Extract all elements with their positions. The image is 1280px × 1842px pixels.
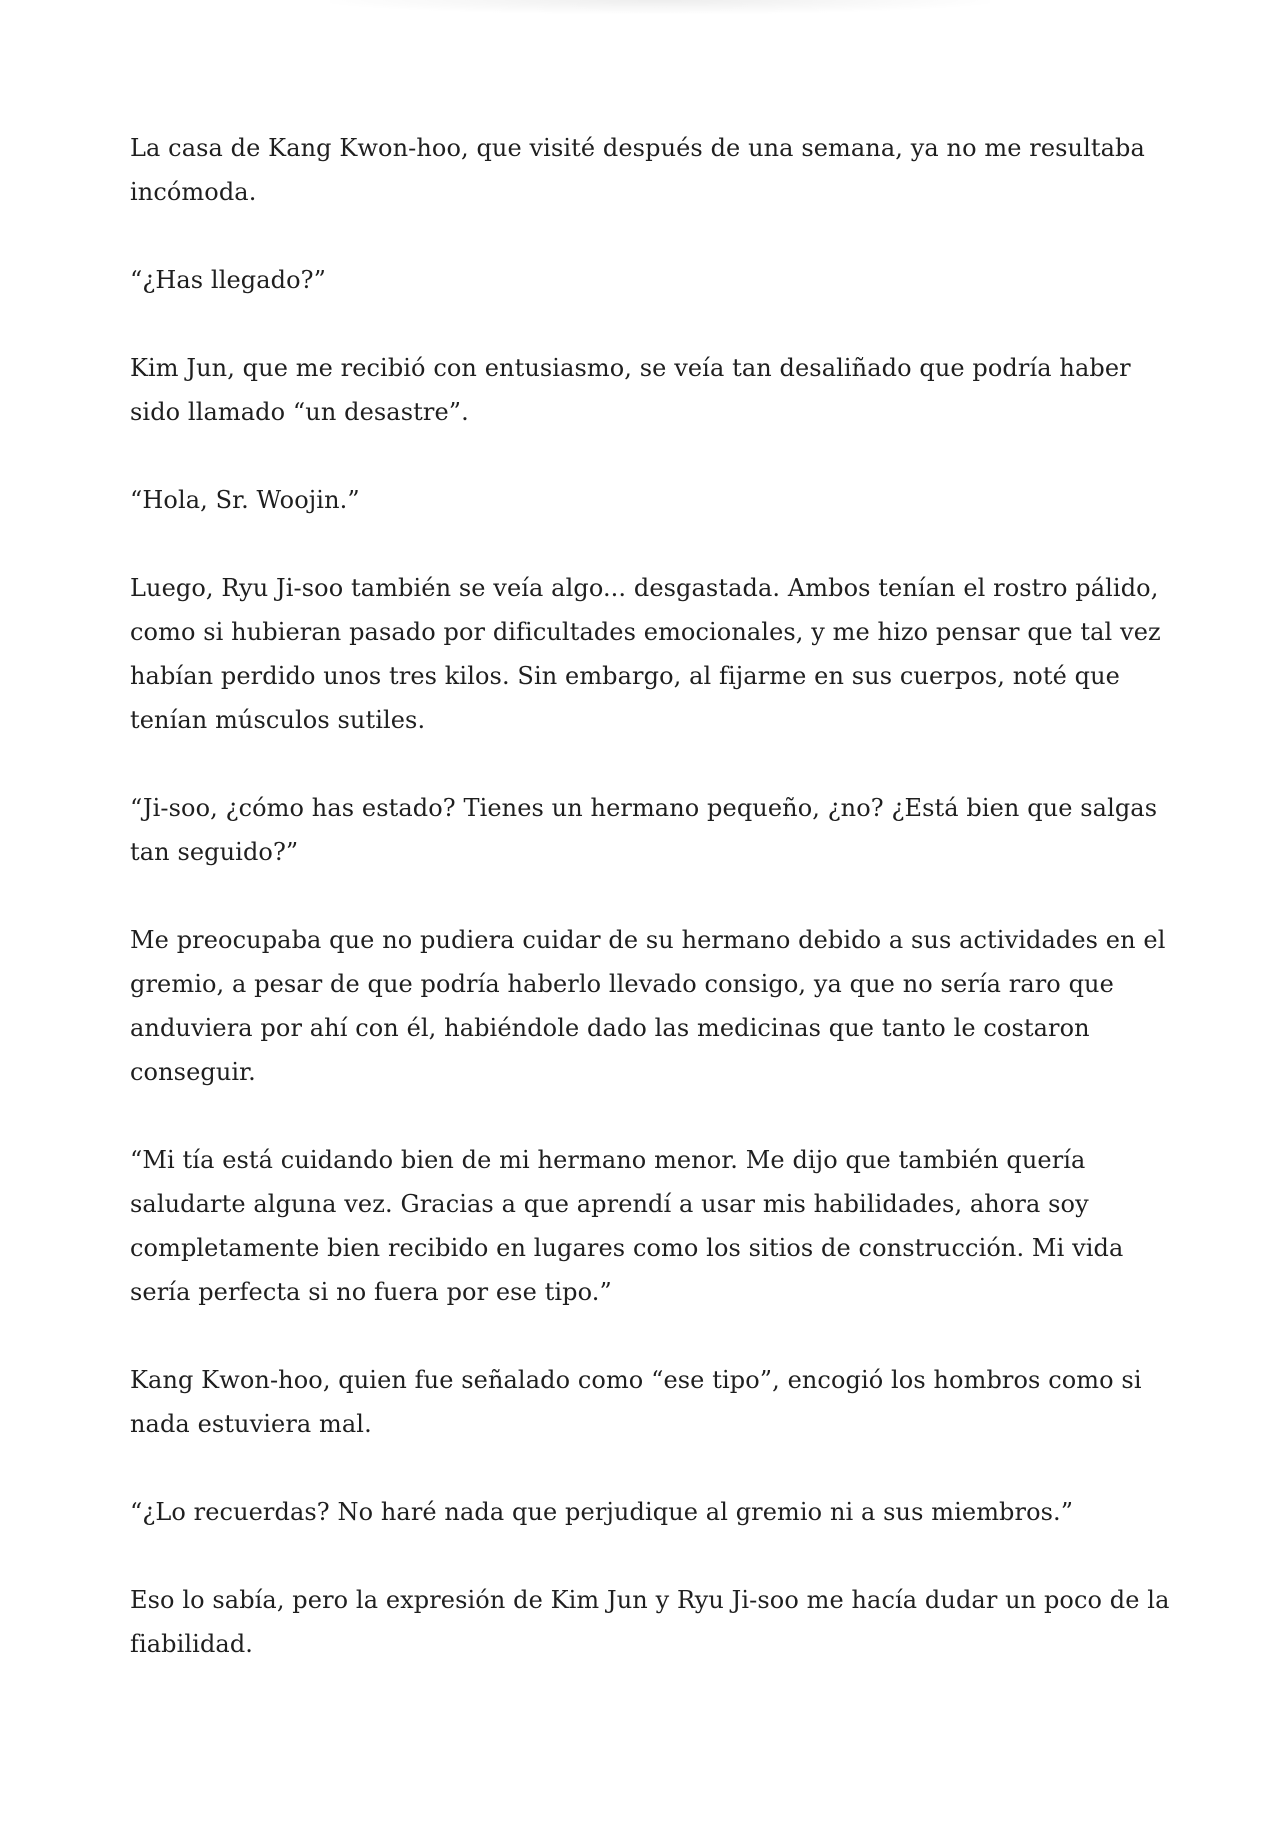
paragraph: Luego, Ryu Ji-soo también se veía algo... desgastada. Ambos tenían el rostro pálido, como si hubieran pasado por dificultades emocionales, y me hizo pensar que tal vez habían perdido unos tres kilos. Sin embargo, al fijarme en sus cuerpos, noté que tenían músculos sutiles. bbox=[130, 574, 1161, 734]
paragraph: “Ji-soo, ¿cómo has estado? Tienes un hermano pequeño, ¿no? ¿Está bien que salgas tan seguido?” bbox=[130, 794, 1158, 866]
paragraph: Kang Kwon-hoo, quien fue señalado como “ese tipo”, encogió los hombros como si nada estuviera mal. bbox=[130, 1366, 1142, 1438]
paragraph: Eso lo sabía, pero la expresión de Kim Jun y Ryu Ji-soo me hacía dudar un poco de la fiabilidad. bbox=[130, 1586, 1170, 1658]
paragraph: “¿Lo recuerdas? No haré nada que perjudique al gremio ni a sus miembros.” bbox=[130, 1498, 1074, 1526]
paragraph: “¿Has llegado?” bbox=[130, 266, 326, 294]
paragraph: “Hola, Sr. Woojin.” bbox=[130, 486, 360, 514]
top-edge-shadow bbox=[330, 0, 990, 14]
paragraph: Me preocupaba que no pudiera cuidar de su hermano debido a sus actividades en el gremio, a pesar de que podría haberlo llevado consigo, ya que no sería raro que anduviera por ahí con él, habiéndole dado las medicinas que tanto le costaron conseguir. bbox=[130, 926, 1166, 1086]
paragraph: La casa de Kang Kwon-hoo, que visité después de una semana, ya no me resultaba incómoda. bbox=[130, 134, 1145, 206]
document-body bbox=[130, 126, 1180, 1710]
paragraph: Kim Jun, que me recibió con entusiasmo, se veía tan desaliñado que podría haber sido llamado “un desastre”. bbox=[130, 354, 1131, 426]
paragraph: “Mi tía está cuidando bien de mi hermano menor. Me dijo que también quería saludarte alguna vez. Gracias a que aprendí a usar mis habilidades, ahora soy completamente bien recibido en lugares como los sitios de construcción. Mi vida sería perfecta si no fuera por ese tipo.” bbox=[130, 1146, 1124, 1306]
